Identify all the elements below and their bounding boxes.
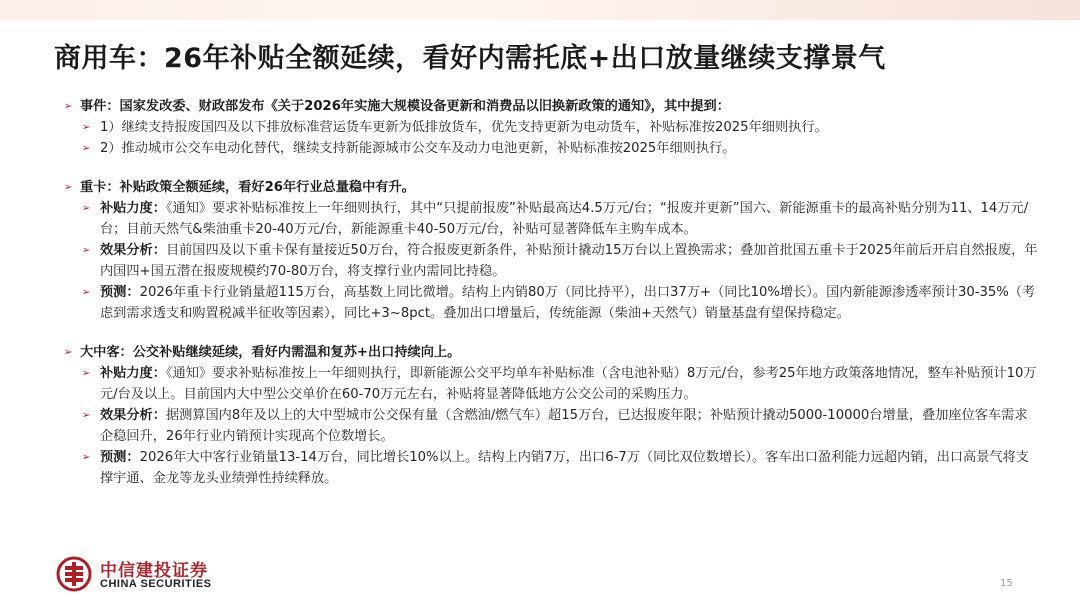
list-item: ➢ 补贴力度：《通知》要求补贴标准按上一年细则执行，即新能源公交平均单车补贴标准（含电池补贴）8万元/台，参考25年地方政策落地情况，整车补贴预计10万元/台及以上。目前国内大中型公交单价在60-70万元左右，补贴将显著降低地方公交公司的采购压力。 (60, 363, 1040, 405)
list-item: ➢ 补贴力度：《通知》要求补贴标准按上一年细则执行，其中“只提前报废”补贴最高达4.5万元/台；“报废并更新”国六、新能源重卡的最高补贴分别为11、14万元/台；目前天然气&柴油重卡20-40万元/台，新能源重卡40-50万元/台，补贴可显著降低车主购车成本。 (60, 198, 1040, 240)
citic-logo-icon (56, 556, 92, 592)
logo-text-en: CHINA SECURITIES (100, 578, 212, 590)
content-body (60, 96, 1040, 489)
company-logo (56, 556, 256, 596)
bullet-arrow-icon: ➢ (82, 143, 91, 154)
bullet-arrow-icon: ➢ (82, 452, 91, 463)
list-item: ➢ 2）推动城市公交车电动化替代，继续支持新能源城市公交车及动力电池更新，补贴标准按2025年细则执行。 (60, 138, 1040, 159)
bullet-arrow-icon: ➢ (82, 245, 91, 256)
list-item: ➢ 效果分析：目前国四及以下重卡保有量接近50万台，符合报废更新条件，补贴预计撬动15万台以上置换需求；叠加首批国五重卡于2025年前后开启自然报废，年内国四+国五潜在报废规模约70-80万台，将支撑行业内需同比持稳。 (60, 240, 1040, 282)
section-heavy-truck (60, 177, 1040, 324)
page-number: 15 (1000, 578, 1013, 589)
list-item: ➢ 预测：2026年大中客行业销量13-14万台，同比增长10%以上。结构上内销7万，出口6-7万（同比双位数增长）。客车出口盈利能力远超内销，出口高景气将支撑宇通、金龙等龙头业绩弹性持续释放。 (60, 447, 1040, 489)
section-heading: ➢ 事件：国家发改委、财政部发布《关于2026年实施大规模设备更新和消费品以旧换新政策的通知》，其中提到： (60, 96, 1040, 117)
bullet-arrow-icon: ➢ (64, 182, 73, 193)
bullet-arrow-icon: ➢ (82, 203, 91, 214)
bullet-arrow-icon: ➢ (82, 410, 91, 421)
list-item: ➢ 预测：2026年重卡行业销量超115万台，高基数上同比微增。结构上内销80万（同比持平），出口37万+（同比10%增长）。国内新能源渗透率预计30-35%（考虑到需求透支和购置税减半征收等因素），同比+3~8pct。叠加出口增量后，传统能源（柴油+天然气）销量基盘有望保持稳定。 (60, 282, 1040, 324)
bullet-arrow-icon: ➢ (82, 287, 91, 298)
list-item: ➢ 效果分析：据测算国内8年及以上的大中型城市公交保有量（含燃油/燃气车）超15万台，已达报废年限；补贴预计撬动5000-10000台增量，叠加座位客车需求企稳回升，26年行业内销预计实现高个位数增长。 (60, 405, 1040, 447)
section-heading: ➢ 重卡：补贴政策全额延续，看好26年行业总量稳中有升。 (60, 177, 1040, 198)
page-title: 商用车：26年补贴全额延续，看好内需托底+出口放量继续支撑景气 (54, 43, 886, 74)
section-event (60, 96, 1040, 159)
logo-text-cn: 中信建投证券 (100, 561, 208, 581)
section-bus (60, 342, 1040, 489)
bullet-arrow-icon: ➢ (82, 122, 91, 133)
bullet-arrow-icon: ➢ (64, 101, 73, 112)
section-heading: ➢ 大中客：公交补贴继续延续，看好内需温和复苏+出口持续向上。 (60, 342, 1040, 363)
top-decor-bar (0, 0, 1080, 20)
bullet-arrow-icon: ➢ (82, 368, 91, 379)
list-item: ➢ 1）继续支持报废国四及以下排放标准营运货车更新为低排放货车，优先支持更新为电动货车，补贴标准按2025年细则执行。 (60, 117, 1040, 138)
bullet-arrow-icon: ➢ (64, 347, 73, 358)
